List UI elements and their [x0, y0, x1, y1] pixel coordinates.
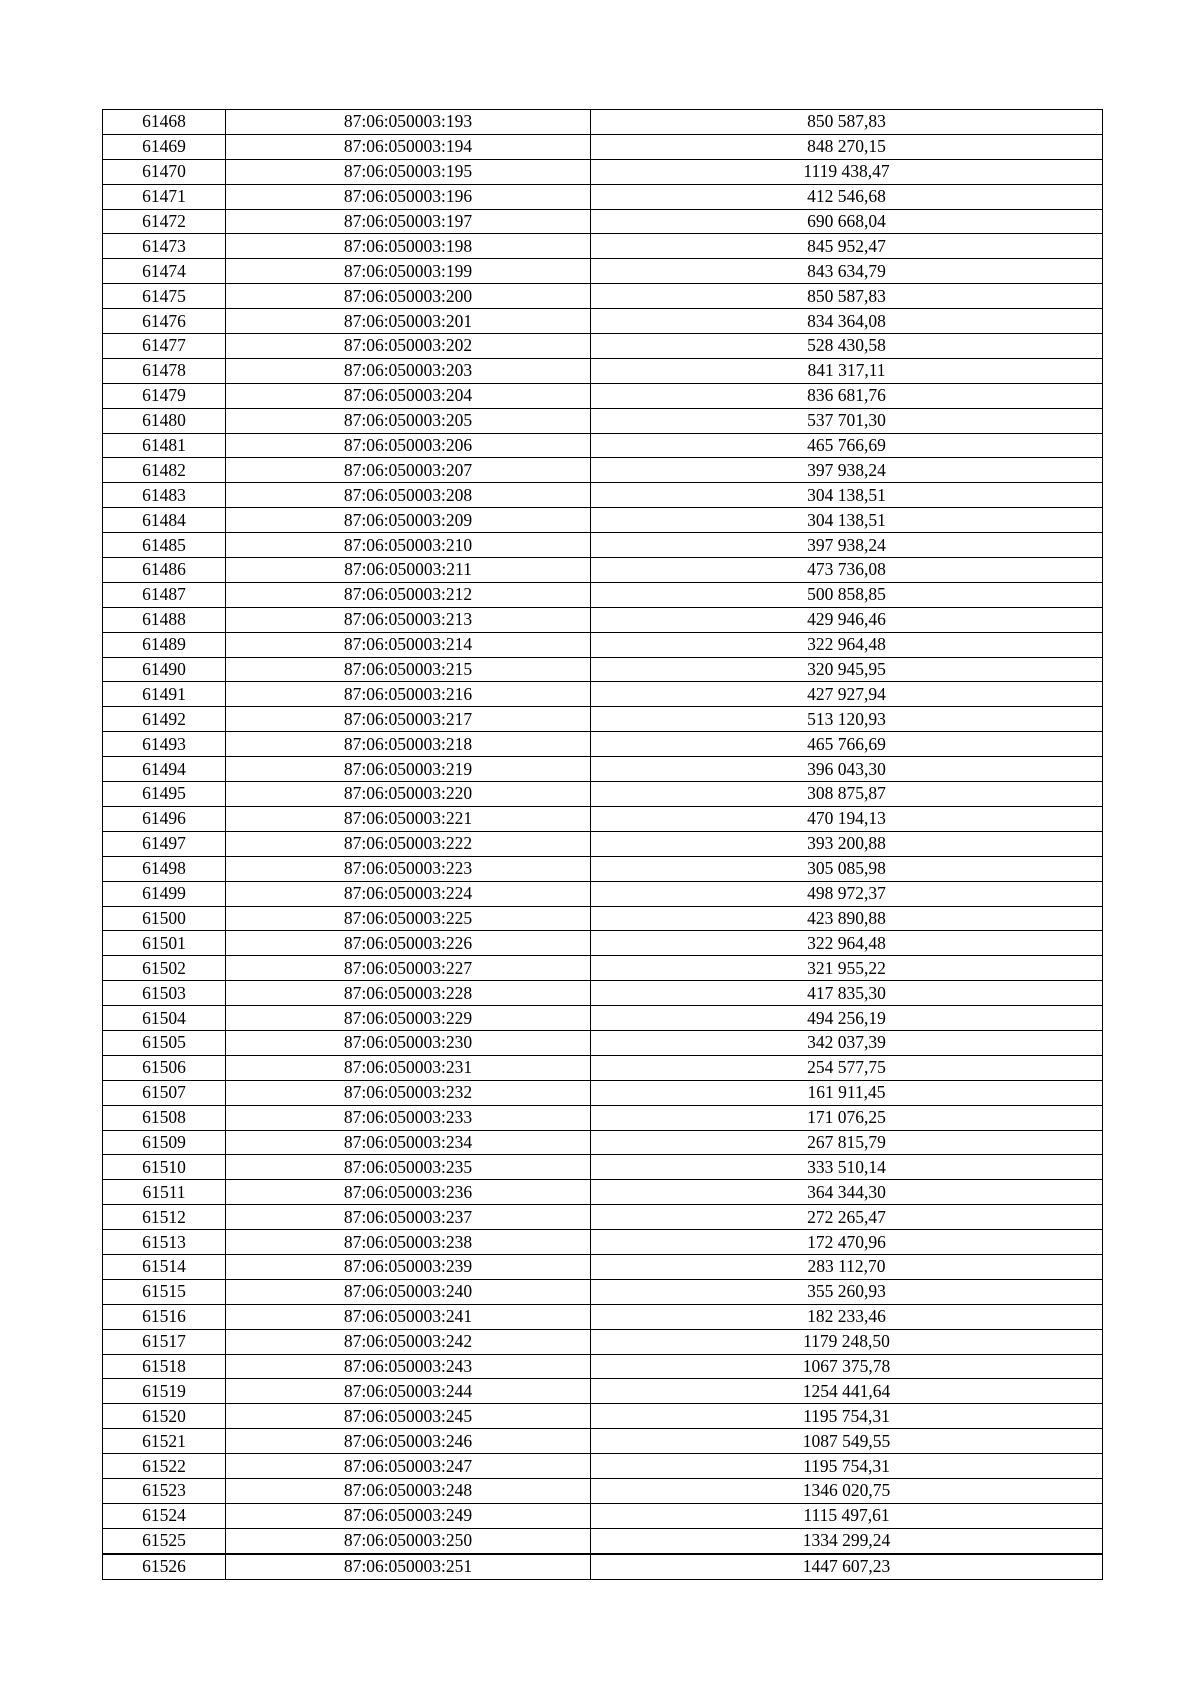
- cadastral-value-cell: 494 256,19: [591, 1006, 1103, 1031]
- row-number-cell: 61493: [103, 732, 226, 757]
- cadastral-number-cell: 87:06:050003:250: [226, 1528, 591, 1553]
- table-row: [103, 483, 1103, 508]
- table-row: [103, 1105, 1103, 1130]
- cadastral-value-cell: 272 265,47: [591, 1205, 1103, 1230]
- cadastral-value-cell: 465 766,69: [591, 732, 1103, 757]
- cadastral-number-cell: 87:06:050003:195: [226, 159, 591, 184]
- row-number-cell: 61509: [103, 1130, 226, 1155]
- cadastral-number-cell: 87:06:050003:196: [226, 184, 591, 209]
- row-number-cell: 61508: [103, 1105, 226, 1130]
- table-row: [103, 110, 1103, 135]
- cadastral-value-cell: 412 546,68: [591, 184, 1103, 209]
- cadastral-value-cell: 1087 549,55: [591, 1429, 1103, 1454]
- cadastral-number-cell: 87:06:050003:215: [226, 657, 591, 682]
- table-row: [103, 981, 1103, 1006]
- table-row: [103, 533, 1103, 558]
- table-body: [103, 110, 1103, 1580]
- table-row: [103, 856, 1103, 881]
- cadastral-value-cell: 305 085,98: [591, 856, 1103, 881]
- row-number-cell: 61500: [103, 906, 226, 931]
- cadastral-value-cell: 182 233,46: [591, 1304, 1103, 1329]
- row-number-cell: 61523: [103, 1478, 226, 1503]
- table-row: [103, 184, 1103, 209]
- row-number-cell: 61488: [103, 607, 226, 632]
- cadastral-value-cell: 1067 375,78: [591, 1354, 1103, 1379]
- table-row: [103, 334, 1103, 359]
- cadastral-number-cell: 87:06:050003:227: [226, 956, 591, 981]
- cadastral-number-cell: 87:06:050003:205: [226, 408, 591, 433]
- table-row: [103, 657, 1103, 682]
- cadastral-value-cell: 393 200,88: [591, 831, 1103, 856]
- row-number-cell: 61516: [103, 1304, 226, 1329]
- cadastral-number-cell: 87:06:050003:221: [226, 806, 591, 831]
- cadastral-number-cell: 87:06:050003:201: [226, 309, 591, 334]
- row-number-cell: 61482: [103, 458, 226, 483]
- cadastral-value-cell: 1447 607,23: [591, 1554, 1103, 1579]
- cadastral-number-cell: 87:06:050003:241: [226, 1304, 591, 1329]
- table-row: [103, 1180, 1103, 1205]
- table-row: [103, 1130, 1103, 1155]
- cadastral-number-cell: 87:06:050003:226: [226, 931, 591, 956]
- cadastral-number-cell: 87:06:050003:230: [226, 1030, 591, 1055]
- cadastral-number-cell: 87:06:050003:203: [226, 358, 591, 383]
- row-number-cell: 61476: [103, 309, 226, 334]
- cadastral-value-cell: 304 138,51: [591, 483, 1103, 508]
- cadastral-number-cell: 87:06:050003:213: [226, 607, 591, 632]
- cadastral-value-cell: 283 112,70: [591, 1254, 1103, 1279]
- row-number-cell: 61487: [103, 582, 226, 607]
- cadastral-value-cell: 843 634,79: [591, 259, 1103, 284]
- cadastral-number-cell: 87:06:050003:243: [226, 1354, 591, 1379]
- row-number-cell: 61468: [103, 110, 226, 135]
- table-row: [103, 458, 1103, 483]
- cadastral-value-cell: 364 344,30: [591, 1180, 1103, 1205]
- table-row: [103, 582, 1103, 607]
- table-row: [103, 1304, 1103, 1329]
- cadastral-number-cell: 87:06:050003:193: [226, 110, 591, 135]
- cadastral-value-cell: 1254 441,64: [591, 1379, 1103, 1404]
- cadastral-value-cell: 841 317,11: [591, 358, 1103, 383]
- row-number-cell: 61484: [103, 508, 226, 533]
- table-row: [103, 134, 1103, 159]
- cadastral-number-cell: 87:06:050003:228: [226, 981, 591, 1006]
- cadastral-number-cell: 87:06:050003:239: [226, 1254, 591, 1279]
- table-row: [103, 234, 1103, 259]
- row-number-cell: 61514: [103, 1254, 226, 1279]
- cadastral-value-cell: 161 911,45: [591, 1080, 1103, 1105]
- table-row: [103, 1279, 1103, 1304]
- table-row: [103, 1329, 1103, 1354]
- row-number-cell: 61481: [103, 433, 226, 458]
- cadastral-number-cell: 87:06:050003:200: [226, 284, 591, 309]
- cadastral-number-cell: 87:06:050003:234: [226, 1130, 591, 1155]
- row-number-cell: 61512: [103, 1205, 226, 1230]
- table-row: [103, 956, 1103, 981]
- cadastral-value-cell: 172 470,96: [591, 1230, 1103, 1255]
- cadastral-number-cell: 87:06:050003:210: [226, 533, 591, 558]
- table-row: [103, 1006, 1103, 1031]
- table-row: [103, 881, 1103, 906]
- table-row: [103, 782, 1103, 807]
- table-row: [103, 309, 1103, 334]
- table-row: [103, 284, 1103, 309]
- table-row: [103, 931, 1103, 956]
- row-number-cell: 61517: [103, 1329, 226, 1354]
- row-number-cell: 61478: [103, 358, 226, 383]
- cadastral-number-cell: 87:06:050003:199: [226, 259, 591, 284]
- cadastral-number-cell: 87:06:050003:217: [226, 707, 591, 732]
- row-number-cell: 61513: [103, 1230, 226, 1255]
- cadastral-number-cell: 87:06:050003:244: [226, 1379, 591, 1404]
- row-number-cell: 61477: [103, 334, 226, 359]
- row-number-cell: 61497: [103, 831, 226, 856]
- row-number-cell: 61506: [103, 1055, 226, 1080]
- table-row: [103, 1528, 1103, 1553]
- row-number-cell: 61515: [103, 1279, 226, 1304]
- row-number-cell: 61519: [103, 1379, 226, 1404]
- cadastral-value-cell: 470 194,13: [591, 806, 1103, 831]
- cadastral-value-cell: 320 945,95: [591, 657, 1103, 682]
- table-row: [103, 1354, 1103, 1379]
- row-number-cell: 61472: [103, 209, 226, 234]
- cadastral-value-cell: 1346 020,75: [591, 1478, 1103, 1503]
- row-number-cell: 61503: [103, 981, 226, 1006]
- table-row: [103, 508, 1103, 533]
- row-number-cell: 61470: [103, 159, 226, 184]
- cadastral-value-cell: 1195 754,31: [591, 1454, 1103, 1479]
- row-number-cell: 61496: [103, 806, 226, 831]
- row-number-cell: 61489: [103, 632, 226, 657]
- row-number-cell: 61524: [103, 1503, 226, 1528]
- cadastral-number-cell: 87:06:050003:238: [226, 1230, 591, 1255]
- cadastral-value-cell: 513 120,93: [591, 707, 1103, 732]
- table-row: [103, 358, 1103, 383]
- table-row: [103, 757, 1103, 782]
- cadastral-value-cell: 1334 299,24: [591, 1528, 1103, 1553]
- cadastral-number-cell: 87:06:050003:231: [226, 1055, 591, 1080]
- cadastral-number-cell: 87:06:050003:206: [226, 433, 591, 458]
- table-row: [103, 1503, 1103, 1528]
- row-number-cell: 61505: [103, 1030, 226, 1055]
- row-number-cell: 61522: [103, 1454, 226, 1479]
- table-row: [103, 732, 1103, 757]
- table-row: [103, 1379, 1103, 1404]
- cadastral-number-cell: 87:06:050003:225: [226, 906, 591, 931]
- cadastral-number-cell: 87:06:050003:224: [226, 881, 591, 906]
- cadastral-value-cell: 528 430,58: [591, 334, 1103, 359]
- cadastral-number-cell: 87:06:050003:208: [226, 483, 591, 508]
- cadastral-value-cell: 342 037,39: [591, 1030, 1103, 1055]
- cadastral-value-cell: 417 835,30: [591, 981, 1103, 1006]
- cadastral-value-cell: 500 858,85: [591, 582, 1103, 607]
- cadastral-value-cell: 850 587,83: [591, 284, 1103, 309]
- cadastral-number-cell: 87:06:050003:222: [226, 831, 591, 856]
- cadastral-number-cell: 87:06:050003:212: [226, 582, 591, 607]
- table-row: [103, 383, 1103, 408]
- cadastral-value-cell: 322 964,48: [591, 931, 1103, 956]
- table-row: [103, 906, 1103, 931]
- cadastral-value-cell: 845 952,47: [591, 234, 1103, 259]
- table-row: [103, 632, 1103, 657]
- row-number-cell: 61474: [103, 259, 226, 284]
- cadastral-value-cell: 1195 754,31: [591, 1404, 1103, 1429]
- cadastral-value-cell: 848 270,15: [591, 134, 1103, 159]
- cadastral-value-cell: 396 043,30: [591, 757, 1103, 782]
- table-row: [103, 558, 1103, 583]
- cadastral-number-cell: 87:06:050003:245: [226, 1404, 591, 1429]
- row-number-cell: 61491: [103, 682, 226, 707]
- table-row: [103, 408, 1103, 433]
- table-row: [103, 1030, 1103, 1055]
- cadastral-number-cell: 87:06:050003:194: [226, 134, 591, 159]
- table-row: [103, 1478, 1103, 1503]
- row-number-cell: 61490: [103, 657, 226, 682]
- cadastral-number-cell: 87:06:050003:236: [226, 1180, 591, 1205]
- table-row: [103, 259, 1103, 284]
- table-row: [103, 806, 1103, 831]
- cadastral-value-cell: 254 577,75: [591, 1055, 1103, 1080]
- cadastral-value-cell: 690 668,04: [591, 209, 1103, 234]
- cadastral-value-cell: 267 815,79: [591, 1130, 1103, 1155]
- table-row: [103, 1404, 1103, 1429]
- cadastral-value-cell: 1115 497,61: [591, 1503, 1103, 1528]
- cadastral-number-cell: 87:06:050003:218: [226, 732, 591, 757]
- table-row: [103, 1429, 1103, 1454]
- row-number-cell: 61525: [103, 1528, 226, 1553]
- cadastral-number-cell: 87:06:050003:202: [226, 334, 591, 359]
- cadastral-value-cell: 423 890,88: [591, 906, 1103, 931]
- cadastral-number-cell: 87:06:050003:204: [226, 383, 591, 408]
- cadastral-value-cell: 465 766,69: [591, 433, 1103, 458]
- cadastral-number-cell: 87:06:050003:209: [226, 508, 591, 533]
- cadastral-value-cell: 427 927,94: [591, 682, 1103, 707]
- cadastral-number-cell: 87:06:050003:207: [226, 458, 591, 483]
- cadastral-value-cell: 355 260,93: [591, 1279, 1103, 1304]
- cadastral-number-cell: 87:06:050003:249: [226, 1503, 591, 1528]
- cadastral-number-cell: 87:06:050003:214: [226, 632, 591, 657]
- cadastral-number-cell: 87:06:050003:235: [226, 1155, 591, 1180]
- row-number-cell: 61499: [103, 881, 226, 906]
- row-number-cell: 61473: [103, 234, 226, 259]
- table-row: [103, 1454, 1103, 1479]
- cadastral-value-cell: 397 938,24: [591, 458, 1103, 483]
- row-number-cell: 61518: [103, 1354, 226, 1379]
- cadastral-value-cell: 322 964,48: [591, 632, 1103, 657]
- table-row: [103, 1080, 1103, 1105]
- table-row: [103, 433, 1103, 458]
- cadastral-number-cell: 87:06:050003:223: [226, 856, 591, 881]
- cadastral-number-cell: 87:06:050003:242: [226, 1329, 591, 1354]
- cadastral-value-cell: 850 587,83: [591, 110, 1103, 135]
- cadastral-number-cell: 87:06:050003:197: [226, 209, 591, 234]
- table-row: [103, 1205, 1103, 1230]
- cadastral-number-cell: 87:06:050003:232: [226, 1080, 591, 1105]
- table-row: [103, 1230, 1103, 1255]
- row-number-cell: 61501: [103, 931, 226, 956]
- table-row: [103, 1554, 1103, 1579]
- row-number-cell: 61486: [103, 558, 226, 583]
- table-row: [103, 209, 1103, 234]
- row-number-cell: 61469: [103, 134, 226, 159]
- cadastral-number-cell: 87:06:050003:216: [226, 682, 591, 707]
- cadastral-number-cell: 87:06:050003:240: [226, 1279, 591, 1304]
- row-number-cell: 61521: [103, 1429, 226, 1454]
- row-number-cell: 61485: [103, 533, 226, 558]
- row-number-cell: 61471: [103, 184, 226, 209]
- table-row: [103, 159, 1103, 184]
- table-row: [103, 1254, 1103, 1279]
- row-number-cell: 61475: [103, 284, 226, 309]
- cadastral-value-cell: 321 955,22: [591, 956, 1103, 981]
- cadastral-value-cell: 498 972,37: [591, 881, 1103, 906]
- table-row: [103, 607, 1103, 632]
- table-row: [103, 707, 1103, 732]
- cadastral-number-cell: 87:06:050003:229: [226, 1006, 591, 1031]
- table-row: [103, 1055, 1103, 1080]
- cadastral-number-cell: 87:06:050003:220: [226, 782, 591, 807]
- cadastral-number-cell: 87:06:050003:233: [226, 1105, 591, 1130]
- cadastral-value-cell: 1179 248,50: [591, 1329, 1103, 1354]
- cadastral-number-cell: 87:06:050003:248: [226, 1478, 591, 1503]
- cadastral-value-cell: 171 076,25: [591, 1105, 1103, 1130]
- cadastral-number-cell: 87:06:050003:247: [226, 1454, 591, 1479]
- row-number-cell: 61483: [103, 483, 226, 508]
- row-number-cell: 61480: [103, 408, 226, 433]
- row-number-cell: 61492: [103, 707, 226, 732]
- cadastral-value-cell: 1119 438,47: [591, 159, 1103, 184]
- cadastral-value-cell: 537 701,30: [591, 408, 1103, 433]
- cadastral-value-cell: 333 510,14: [591, 1155, 1103, 1180]
- cadastral-number-cell: 87:06:050003:198: [226, 234, 591, 259]
- row-number-cell: 61502: [103, 956, 226, 981]
- cadastral-value-cell: 429 946,46: [591, 607, 1103, 632]
- cadastral-value-cell: 834 364,08: [591, 309, 1103, 334]
- cadastral-number-cell: 87:06:050003:246: [226, 1429, 591, 1454]
- cadastral-number-cell: 87:06:050003:211: [226, 558, 591, 583]
- row-number-cell: 61495: [103, 782, 226, 807]
- row-number-cell: 61526: [103, 1554, 226, 1579]
- cadastral-number-cell: 87:06:050003:237: [226, 1205, 591, 1230]
- row-number-cell: 61504: [103, 1006, 226, 1031]
- cadastral-value-cell: 473 736,08: [591, 558, 1103, 583]
- row-number-cell: 61494: [103, 757, 226, 782]
- row-number-cell: 61510: [103, 1155, 226, 1180]
- table-row: [103, 682, 1103, 707]
- cadastral-number-cell: 87:06:050003:251: [226, 1554, 591, 1579]
- cadastral-value-cell: 836 681,76: [591, 383, 1103, 408]
- cadastral-value-cell: 304 138,51: [591, 508, 1103, 533]
- cadastral-value-cell: 308 875,87: [591, 782, 1103, 807]
- row-number-cell: 61507: [103, 1080, 226, 1105]
- row-number-cell: 61520: [103, 1404, 226, 1429]
- cadastral-number-cell: 87:06:050003:219: [226, 757, 591, 782]
- table-row: [103, 831, 1103, 856]
- cadastral-value-cell: 397 938,24: [591, 533, 1103, 558]
- table-row: [103, 1155, 1103, 1180]
- row-number-cell: 61479: [103, 383, 226, 408]
- row-number-cell: 61498: [103, 856, 226, 881]
- row-number-cell: 61511: [103, 1180, 226, 1205]
- cadastral-value-table: [102, 109, 1103, 1580]
